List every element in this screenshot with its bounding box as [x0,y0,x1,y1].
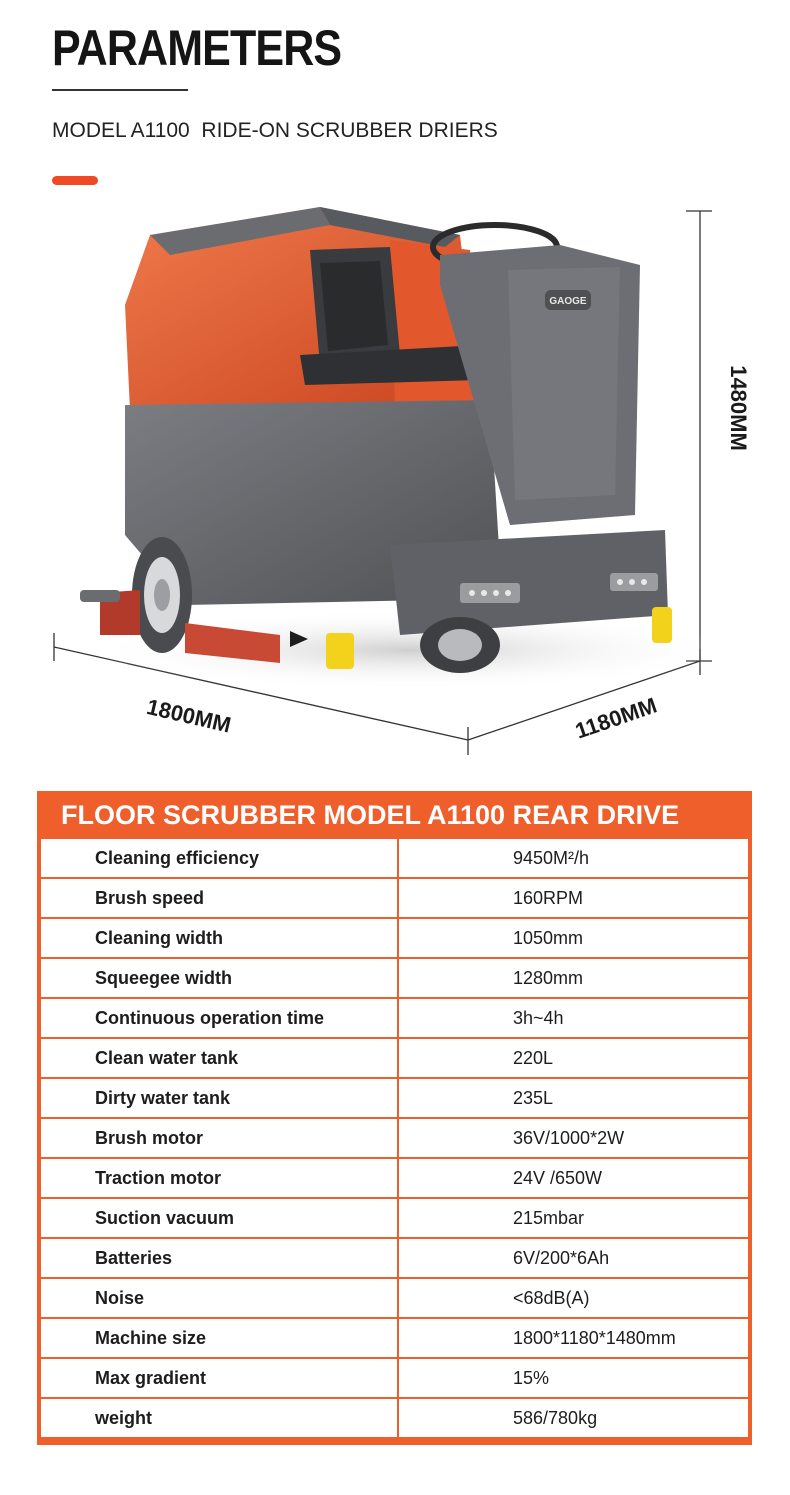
accent-bar [52,176,98,185]
spec-value: 1050mm [399,919,748,957]
spec-label: Brush speed [41,879,397,917]
spec-table-title: FLOOR SCRUBBER MODEL A1100 REAR DRIVE [61,799,680,830]
table-row [41,1359,748,1399]
table-row [41,1399,748,1439]
page-heading: PARAMETERS [52,20,342,76]
table-row [41,1079,748,1119]
table-row [41,999,748,1039]
spec-value: 24V /650W [399,1159,748,1197]
spec-value: 1800*1180*1480mm [399,1319,748,1357]
heading-underline [52,89,188,91]
spec-value: 36V/1000*2W [399,1119,748,1157]
spec-value: 3h~4h [399,999,748,1037]
spec-label: Suction vacuum [41,1199,397,1237]
table-row [41,1239,748,1279]
rear-wheel [132,537,192,653]
width-dimension-label: 1180MM [572,692,660,744]
spec-value: 586/780kg [399,1399,748,1437]
spec-label: Cleaning width [41,919,397,957]
height-dimension-label: 1480MM [726,365,751,451]
table-row [41,1319,748,1359]
table-row [41,839,748,879]
spec-value: 235L [399,1079,748,1117]
spec-value: 160RPM [399,879,748,917]
spec-label: Squeegee width [41,959,397,997]
spec-label: weight [41,1399,397,1437]
spec-value: <68dB(A) [399,1279,748,1317]
spec-label: Brush motor [41,1119,397,1157]
spec-label: Dirty water tank [41,1079,397,1117]
scrubber-machine-illustration [40,195,760,765]
spec-value: 6V/200*6Ah [399,1239,748,1277]
spec-table [37,791,752,1445]
brand-logo: GAOGE [549,296,587,307]
table-row [41,1159,748,1199]
table-row [41,959,748,999]
spec-label: Cleaning efficiency [41,839,397,877]
spec-label: Continuous operation time [41,999,397,1037]
spec-label: Machine size [41,1319,397,1357]
table-row [41,1279,748,1319]
table-row [41,1199,748,1239]
length-dimension-label: 1800MM [144,694,234,738]
spec-label: Noise [41,1279,397,1317]
table-row [41,879,748,919]
spec-value: 220L [399,1039,748,1077]
front-wheel [420,617,500,673]
spec-value: 215mbar [399,1199,748,1237]
model-subtitle: MODEL A1100 RIDE-ON SCRUBBER DRIERS [52,119,498,142]
spec-label: Clean water tank [41,1039,397,1077]
spec-label: Batteries [41,1239,397,1277]
table-row [41,919,748,959]
spec-label: Max gradient [41,1359,397,1397]
table-row [41,1039,748,1079]
spec-value: 9450M²/h [399,839,748,877]
spec-value: 1280mm [399,959,748,997]
table-row [41,1119,748,1159]
spec-value: 15% [399,1359,748,1397]
spec-table-rows [41,839,748,1439]
spec-label: Traction motor [41,1159,397,1197]
